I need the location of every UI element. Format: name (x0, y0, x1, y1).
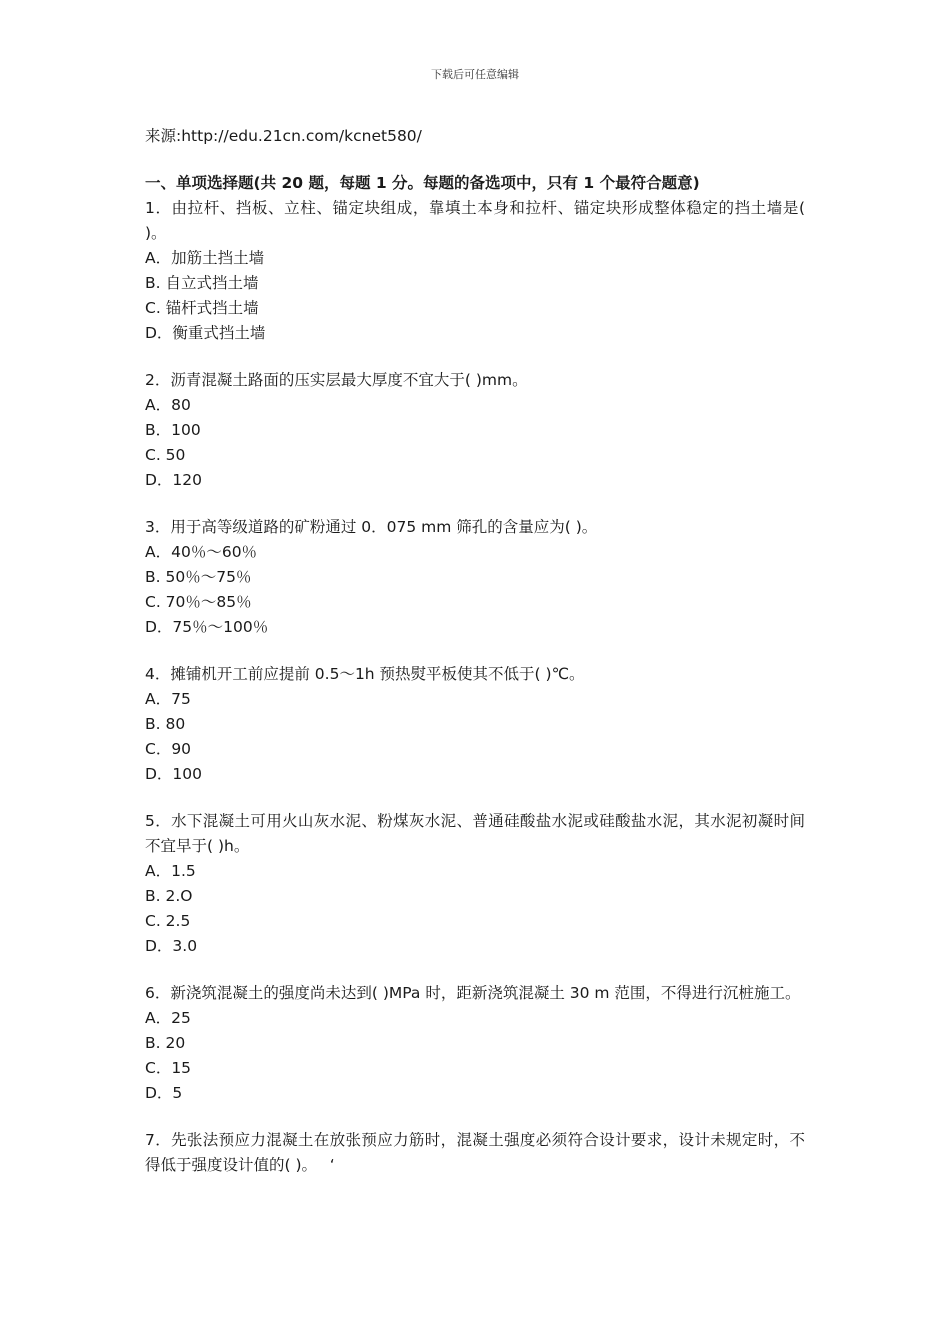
option-d: D．100 (145, 765, 203, 783)
option-d: D．75％～100％ (145, 618, 269, 636)
document-body (145, 124, 805, 1200)
option-d: D．120 (145, 471, 203, 489)
option-d: D．5 (145, 1084, 183, 1102)
option-b: B. 20 (145, 1034, 186, 1052)
option-c: C. 70％～85％ (145, 593, 252, 611)
question-stem: 2．沥青混凝土路面的压实层最大厚度不宜大于( )mm。 (145, 371, 528, 389)
question-stem: 7．先张法预应力混凝土在放张预应力筋时，混凝土强度必须符合设计要求，设计未规定时，不得低于强度设计值的( )。 ‘ (145, 1131, 805, 1174)
option-a: A．1.5 (145, 862, 196, 880)
source-line: 来源:http://edu.21cn.com/kcnet580/ (145, 127, 422, 145)
option-b: B. 50％～75％ (145, 568, 252, 586)
option-a: A．75 (145, 690, 191, 708)
section-title: 一、单项选择题(共 20 题，每题 1 分。每题的备选项中，只有 1 个最符合题意) (145, 174, 700, 192)
option-c: C．90 (145, 740, 192, 758)
option-c: C．15 (145, 1059, 192, 1077)
question-stem: 3．用于高等级道路的矿粉通过 0．075 mm 筛孔的含量应为( )。 (145, 518, 598, 536)
question-5 (145, 809, 805, 959)
option-c: C. 50 (145, 446, 186, 464)
question-2 (145, 368, 805, 493)
question-stem: 5．水下混凝土可用火山灰水泥、粉煤灰水泥、普通硅酸盐水泥或硅酸盐水泥，其水泥初凝时间不宜早于( )h。 (145, 812, 805, 855)
option-a: A．25 (145, 1009, 191, 1027)
question-3 (145, 515, 805, 640)
option-b: B. 80 (145, 715, 186, 733)
question-1 (145, 196, 805, 346)
question-4 (145, 662, 805, 787)
header-note: 下载后可任意编辑 (431, 68, 519, 81)
question-stem: 1．由拉杆、挡板、立柱、锚定块组成，靠填土本身和拉杆、锚定块形成整体稳定的挡土墙是( )。 (145, 199, 805, 242)
option-b: B. 自立式挡土墙 (145, 274, 259, 292)
option-c: C. 锚杆式挡土墙 (145, 299, 259, 317)
option-d: D．衡重式挡土墙 (145, 324, 266, 342)
option-a: A．40％～60％ (145, 543, 258, 561)
question-6 (145, 981, 805, 1106)
option-a: A．80 (145, 396, 191, 414)
option-c: C. 2.5 (145, 912, 191, 930)
option-b: B．100 (145, 421, 201, 439)
question-stem: 4．摊铺机开工前应提前 0.5～1h 预热熨平板使其不低于( )℃。 (145, 665, 585, 683)
question-7 (145, 1128, 805, 1178)
question-stem: 6．新浇筑混凝土的强度尚未达到( )MPa 时，距新浇筑混凝土 30 m 范围，不得进行沉桩施工。 (145, 984, 801, 1002)
option-a: A．加筋土挡土墙 (145, 249, 265, 267)
option-d: D．3.0 (145, 937, 198, 955)
option-b: B. 2.O (145, 887, 193, 905)
